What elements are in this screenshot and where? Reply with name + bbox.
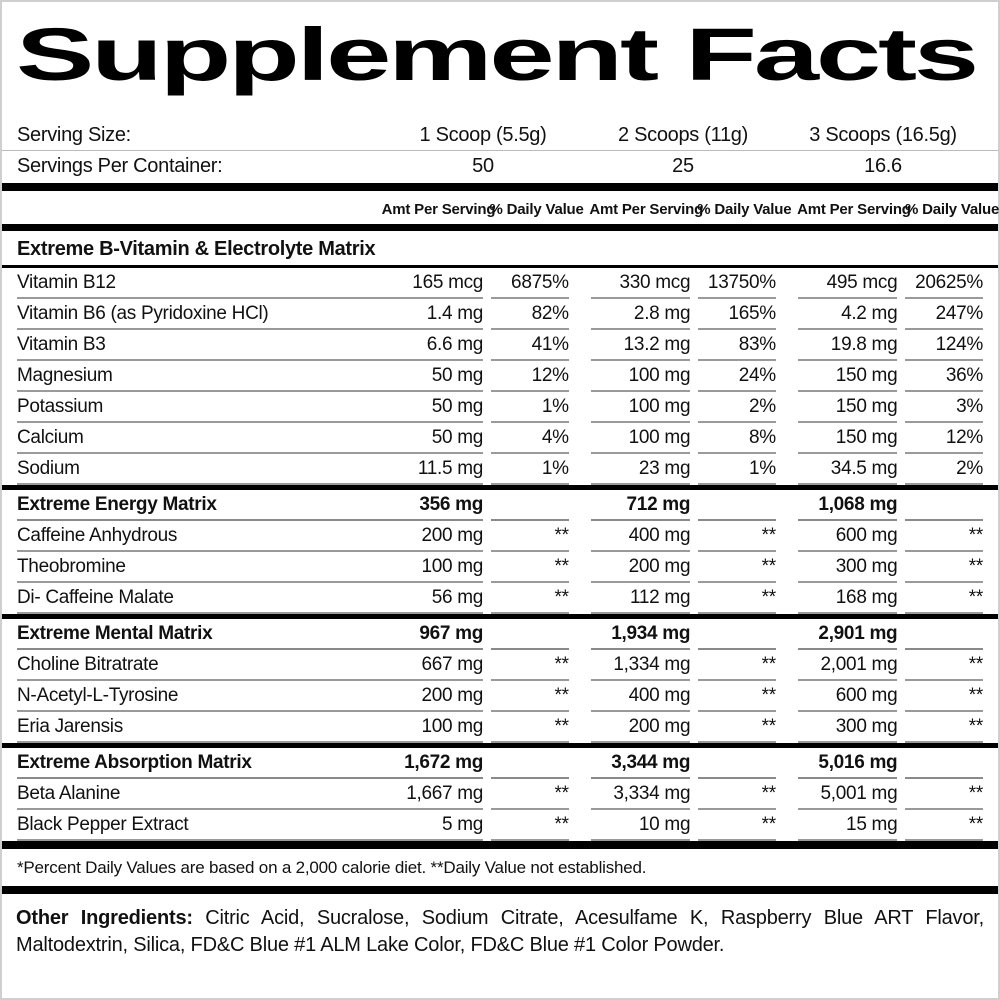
section-header-row bbox=[2, 490, 998, 521]
daily-value: 24% bbox=[698, 361, 776, 392]
amount-value: 19.8 mg bbox=[798, 330, 898, 361]
servings-count-1: 50 bbox=[472, 155, 494, 177]
amt-per-serving-header-1: Amt Per Serving bbox=[381, 201, 496, 218]
serving-size-row bbox=[2, 123, 998, 151]
table-row bbox=[2, 423, 998, 454]
ingredient-name: Di- Caffeine Malate bbox=[17, 583, 383, 614]
ingredient-name: Vitamin B6 (as Pyridoxine HCl) bbox=[17, 299, 383, 330]
daily-value bbox=[698, 639, 776, 650]
servings-per-container-row bbox=[2, 151, 998, 183]
section-header: Extreme B-Vitamin & Electrolyte Matrix bbox=[2, 231, 998, 268]
daily-value bbox=[698, 510, 776, 521]
serving-size-1: 1 Scoop (5.5g) bbox=[419, 124, 547, 146]
daily-value bbox=[491, 639, 569, 650]
table-row bbox=[2, 650, 998, 681]
servings-count-3: 16.6 bbox=[864, 155, 902, 177]
daily-value bbox=[491, 510, 569, 521]
daily-value-header-1: % Daily Value bbox=[489, 201, 584, 218]
ingredient-name: Extreme Absorption Matrix bbox=[17, 748, 383, 779]
amount-value: 1,334 mg bbox=[591, 650, 691, 681]
daily-value: ** bbox=[491, 583, 569, 614]
table-row bbox=[2, 454, 998, 485]
daily-value: 8% bbox=[698, 423, 776, 454]
daily-value: ** bbox=[905, 810, 983, 841]
daily-value: ** bbox=[905, 552, 983, 583]
daily-value: ** bbox=[491, 712, 569, 743]
amount-value: 165 mcg bbox=[383, 268, 483, 299]
daily-value: ** bbox=[698, 810, 776, 841]
daily-value: ** bbox=[491, 552, 569, 583]
daily-value bbox=[905, 768, 983, 779]
amount-value: 50 mg bbox=[383, 361, 483, 392]
daily-value: ** bbox=[905, 583, 983, 614]
daily-value-header-2: % Daily Value bbox=[697, 201, 792, 218]
daily-value: ** bbox=[491, 521, 569, 552]
daily-value: ** bbox=[698, 779, 776, 810]
ingredient-name: Beta Alanine bbox=[17, 779, 383, 810]
daily-value: 13750% bbox=[698, 268, 776, 299]
ingredient-name: Extreme Energy Matrix bbox=[17, 490, 383, 521]
footnote: *Percent Daily Values are based on a 2,000 calorie diet. **Daily Value not established. bbox=[17, 858, 647, 877]
amt-per-serving-header-3: Amt Per Serving bbox=[797, 201, 911, 218]
amount-value: 1,068 mg bbox=[798, 490, 898, 521]
amount-value: 1,672 mg bbox=[383, 748, 483, 779]
servings-count-2: 25 bbox=[672, 155, 694, 177]
ingredient-name: Calcium bbox=[17, 423, 383, 454]
daily-value bbox=[491, 768, 569, 779]
daily-value: 36% bbox=[905, 361, 983, 392]
daily-value: ** bbox=[698, 681, 776, 712]
amount-value: 967 mg bbox=[383, 619, 483, 650]
amount-value: 2.8 mg bbox=[591, 299, 691, 330]
daily-value: ** bbox=[698, 552, 776, 583]
amount-value: 150 mg bbox=[798, 392, 898, 423]
facts-table bbox=[2, 231, 998, 841]
amount-value: 5,001 mg bbox=[798, 779, 898, 810]
amount-value: 3,334 mg bbox=[591, 779, 691, 810]
amount-value: 712 mg bbox=[591, 490, 691, 521]
daily-value: 1% bbox=[491, 454, 569, 485]
ingredient-name: N-Acetyl-L-Tyrosine bbox=[17, 681, 383, 712]
amount-value: 5,016 mg bbox=[798, 748, 898, 779]
amount-value: 667 mg bbox=[383, 650, 483, 681]
amount-value: 5 mg bbox=[383, 810, 483, 841]
daily-value: 2% bbox=[905, 454, 983, 485]
divider-bar-header bbox=[2, 224, 998, 231]
table-row bbox=[2, 552, 998, 583]
amount-value: 6.6 mg bbox=[383, 330, 483, 361]
table-row bbox=[2, 330, 998, 361]
title-svg bbox=[16, 10, 984, 96]
amount-value: 300 mg bbox=[798, 712, 898, 743]
other-ingredients bbox=[2, 894, 998, 959]
daily-value: 12% bbox=[905, 423, 983, 454]
table-row bbox=[2, 779, 998, 810]
amount-value: 200 mg bbox=[591, 712, 691, 743]
amount-value: 150 mg bbox=[798, 423, 898, 454]
table-row bbox=[2, 392, 998, 423]
amount-value: 400 mg bbox=[591, 681, 691, 712]
ingredient-name: Eria Jarensis bbox=[17, 712, 383, 743]
table-row bbox=[2, 361, 998, 392]
daily-value: 1% bbox=[491, 392, 569, 423]
table-row bbox=[2, 810, 998, 841]
amount-value: 1.4 mg bbox=[383, 299, 483, 330]
divider-bar-top bbox=[2, 183, 998, 191]
daily-value: 83% bbox=[698, 330, 776, 361]
amount-value: 34.5 mg bbox=[798, 454, 898, 485]
daily-value: ** bbox=[698, 650, 776, 681]
daily-value: ** bbox=[698, 521, 776, 552]
daily-value bbox=[905, 639, 983, 650]
daily-value bbox=[905, 510, 983, 521]
table-row bbox=[2, 521, 998, 552]
amount-value: 300 mg bbox=[798, 552, 898, 583]
amount-value: 100 mg bbox=[591, 361, 691, 392]
ingredient-name: Choline Bitratrate bbox=[17, 650, 383, 681]
amount-value: 600 mg bbox=[798, 681, 898, 712]
section-header-row bbox=[2, 619, 998, 650]
ingredient-name: Extreme Mental Matrix bbox=[17, 619, 383, 650]
table-row bbox=[2, 268, 998, 299]
amount-value: 1,934 mg bbox=[591, 619, 691, 650]
amount-value: 200 mg bbox=[383, 681, 483, 712]
amount-value: 50 mg bbox=[383, 423, 483, 454]
ingredient-name: Caffeine Anhydrous bbox=[17, 521, 383, 552]
amount-value: 330 mcg bbox=[591, 268, 691, 299]
amount-value: 100 mg bbox=[383, 552, 483, 583]
amount-value: 1,667 mg bbox=[383, 779, 483, 810]
amount-value: 200 mg bbox=[591, 552, 691, 583]
page-title: Supplement Facts bbox=[16, 13, 976, 96]
amount-value: 100 mg bbox=[591, 392, 691, 423]
daily-value: ** bbox=[905, 650, 983, 681]
daily-value: ** bbox=[491, 810, 569, 841]
amount-value: 100 mg bbox=[591, 423, 691, 454]
daily-value: ** bbox=[905, 521, 983, 552]
amount-value: 356 mg bbox=[383, 490, 483, 521]
amount-value: 495 mcg bbox=[798, 268, 898, 299]
amount-value: 600 mg bbox=[798, 521, 898, 552]
daily-value: 6875% bbox=[491, 268, 569, 299]
servings-per-container-label: Servings Per Container: bbox=[17, 155, 223, 177]
daily-value: ** bbox=[905, 681, 983, 712]
ingredient-name: Sodium bbox=[17, 454, 383, 485]
amount-value: 50 mg bbox=[383, 392, 483, 423]
divider-bar-footnote-bottom bbox=[2, 886, 998, 894]
amount-value: 23 mg bbox=[591, 454, 691, 485]
daily-value: ** bbox=[491, 650, 569, 681]
table-row bbox=[2, 681, 998, 712]
daily-value: ** bbox=[698, 712, 776, 743]
daily-value: ** bbox=[905, 712, 983, 743]
table-row bbox=[2, 583, 998, 614]
table-row bbox=[2, 299, 998, 330]
amount-value: 15 mg bbox=[798, 810, 898, 841]
amount-value: 11.5 mg bbox=[383, 454, 483, 485]
amount-value: 2,901 mg bbox=[798, 619, 898, 650]
serving-size-2: 2 Scoops (11g) bbox=[618, 124, 748, 146]
daily-value-header-3: % Daily Value bbox=[904, 201, 1000, 218]
daily-value: ** bbox=[491, 779, 569, 810]
table-row bbox=[2, 712, 998, 743]
daily-value: ** bbox=[698, 583, 776, 614]
serving-block bbox=[2, 123, 998, 183]
amt-per-serving-header-2: Amt Per Serving bbox=[589, 201, 704, 218]
amount-value: 200 mg bbox=[383, 521, 483, 552]
serving-size-3: 3 Scoops (16.5g) bbox=[809, 124, 957, 146]
daily-value: 12% bbox=[491, 361, 569, 392]
amount-value: 13.2 mg bbox=[591, 330, 691, 361]
daily-value: 1% bbox=[698, 454, 776, 485]
daily-value: 247% bbox=[905, 299, 983, 330]
title-wrap bbox=[2, 10, 998, 101]
ingredient-name: Magnesium bbox=[17, 361, 383, 392]
daily-value: 82% bbox=[491, 299, 569, 330]
other-ingredients-text: Citric Acid, Sucralose, Sodium Citrate, Acesulfame K, Raspberry Blue ART Flavor, Maltodextrin, Silica, FD&C Blue #1 ALM Lake Color, FD&C Blue #1 Color Powder. bbox=[16, 907, 984, 956]
amount-value: 10 mg bbox=[591, 810, 691, 841]
amount-value: 150 mg bbox=[798, 361, 898, 392]
ingredient-name: Theobromine bbox=[17, 552, 383, 583]
amount-value: 168 mg bbox=[798, 583, 898, 614]
daily-value: 20625% bbox=[905, 268, 983, 299]
daily-value: 41% bbox=[491, 330, 569, 361]
divider-bar-footnote-top bbox=[2, 841, 998, 849]
daily-value: ** bbox=[905, 779, 983, 810]
daily-value: ** bbox=[491, 681, 569, 712]
ingredient-name: Black Pepper Extract bbox=[17, 810, 383, 841]
amount-value: 400 mg bbox=[591, 521, 691, 552]
other-ingredients-label: Other Ingredients: bbox=[16, 907, 193, 929]
ingredient-name: Vitamin B12 bbox=[17, 268, 383, 299]
section-header-row bbox=[2, 748, 998, 779]
daily-value: 124% bbox=[905, 330, 983, 361]
daily-value: 3% bbox=[905, 392, 983, 423]
amount-value: 100 mg bbox=[383, 712, 483, 743]
amount-value: 3,344 mg bbox=[591, 748, 691, 779]
amount-value: 112 mg bbox=[591, 583, 691, 614]
amount-value: 4.2 mg bbox=[798, 299, 898, 330]
column-header-row bbox=[2, 191, 998, 224]
daily-value bbox=[698, 768, 776, 779]
amount-value: 2,001 mg bbox=[798, 650, 898, 681]
ingredient-name: Vitamin B3 bbox=[17, 330, 383, 361]
daily-value: 4% bbox=[491, 423, 569, 454]
serving-size-label: Serving Size: bbox=[17, 124, 131, 146]
daily-value: 165% bbox=[698, 299, 776, 330]
amount-value: 56 mg bbox=[383, 583, 483, 614]
daily-value: 2% bbox=[698, 392, 776, 423]
ingredient-name: Potassium bbox=[17, 392, 383, 423]
